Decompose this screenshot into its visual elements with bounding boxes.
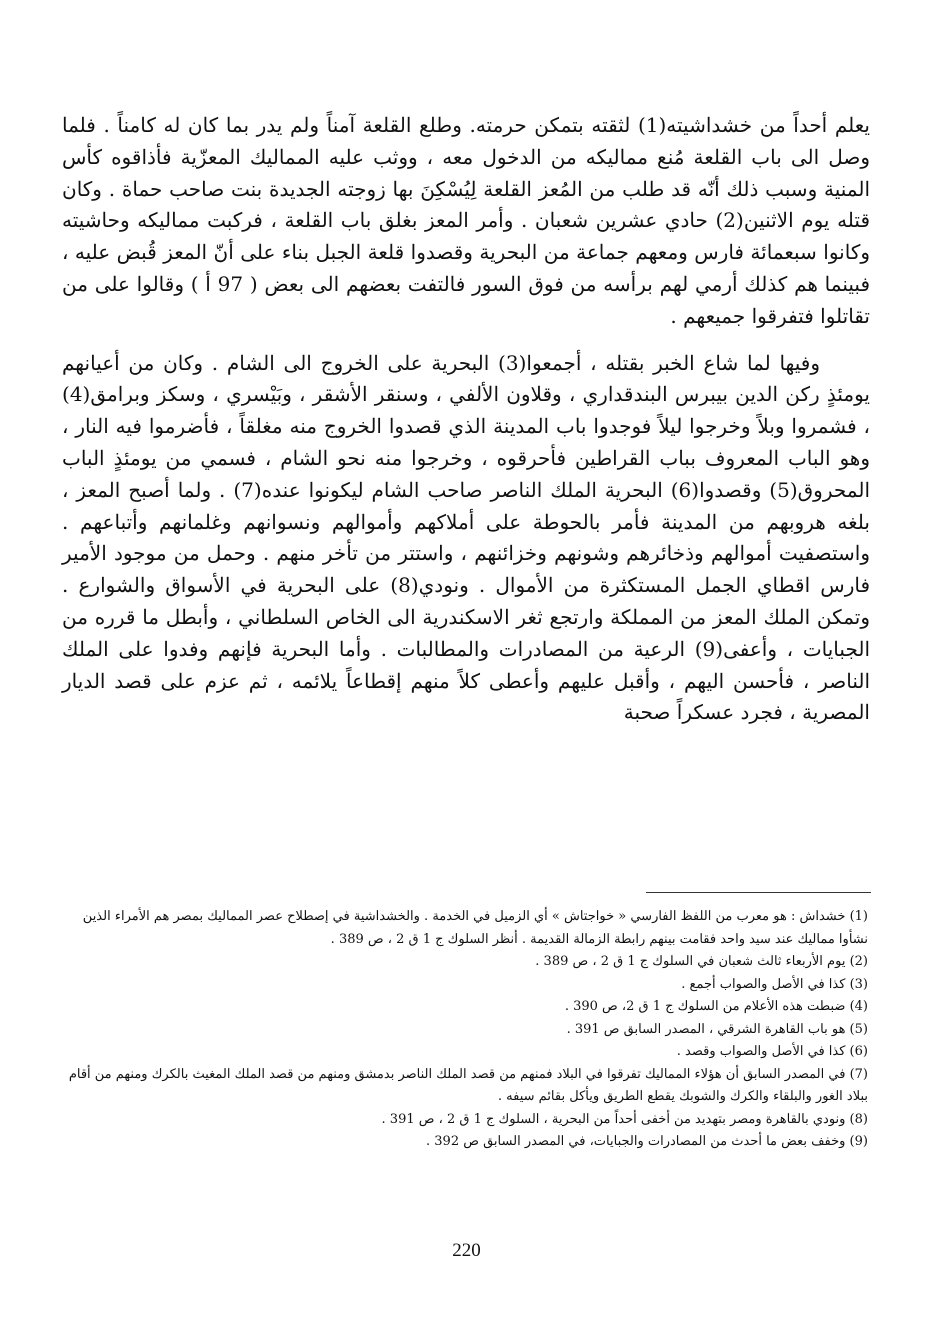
footnote-9: (9) وخفف بعض ما أحدث من المصادرات والجبايات، في المصدر السابق ص 392 . [426,1134,868,1149]
footnote-8: (8) ونودي بالقاهرة ومصر بتهديد من أخفى أحداً من البحرية ، السلوك ج 1 ق 2 ، ص 391 . [381,1111,868,1127]
footnote-7: (7) في المصدر السابق أن هؤلاء المماليك تفرقوا في البلاد فمنهم من قصد الملك الناصر بدمشق ومنهم من قصد الملك المغيث بالكرك ومنهم من أقام ببلاد الغور والبلقاء والكرك والشوبك يقطع الطريق ويأكل بقائم سيفه . [68,1066,868,1104]
footnote-6: (6) كذا في الأصل والصواب وقصد . [676,1044,868,1059]
footnote-5: (5) هو باب القاهرة الشرقي ، المصدر السابق ص 391 . [566,1021,868,1037]
page-number: 220 [452,1240,481,1261]
footnote-1: (1) خشداش : هو معرب من اللفظ الفارسي « خواجتاش » أي الزميل في الخدمة . والخشداشية في إصطلاح عصر المماليك بمصر هم الأمراء الذين نشأوا مماليك عند سيد واحد فقامت بينهم رابطة الزمالة القديمة . أنظر السلوك ج 1 ق 2 ، ص 389 . [82,909,868,947]
paragraph-2: وفيها لما شاع الخبر بقتله ، أجمعوا(3) البحرية على الخروج الى الشام . وكان من أعيانهم يومئذٍ ركن الدين بيبرس البندقداري ، وقلاون الألفي ، وسنقر الأشقر ، وبَيْسري ، وسكز وبرامق(4) ، فشمروا وبلاً وخرجوا ليلاً فوجدوا باب المدينة الذي قصدوا الخروج منه مغلقاً ، فأضرموا فيه النار ، وهو الباب المعروف بباب القراطين فأحرقوه ، وخرجوا منه نحو الشام ، فسمي من يومئذٍ الباب المحروق(5) وقصدوا(6) البحرية الملك الناصر صاحب الشام ليكونوا عنده(7) . ولما أصبح المعز ، بلغه هروبهم من المدينة فأمر بالحوطة على أملاكهم وأموالهم ونسوانهم وغلمانهم وأتباعهم . واستصفيت أموالهم وذخائرهم وشونهم وخزائنهم ، واستتر من تأخر منهم . وحمل من موجود الأمير فارس اقطاي الجمل المستكثرة من الأموال . ونودي(8) على البحرية في الأسواق والشوارع . وتمكن الملك المعز من المملكة وارتجع ثغر الاسكندرية الى الخاص السلطاني ، وأبطل ما قرره من الجبايات ، وأعفى(9) الرعية من المصادرات والمطالبات . وأما البحرية فإنهم وفدوا على الملك الناصر ، فأحسن اليهم ، وأقبل عليهم وأعطى كلاً منهم إقطاعاً يلائمه ، ثم عزم على قصد الديار المصرية ، فجرد عسكراً صحبة [62,350,871,725]
footnotes-section [66,906,868,1154]
paragraph-1: يعلم أحداً من خشداشيته(1) لثقته بتمكن حرمته. وطلع القلعة آمناً ولم يدر بما كان له كامناً . فلما وصل الى باب القلعة مُنع مماليكه من الدخول معه ، ووثب عليه المماليك المعزّية فأذاقوه كأس المنية وسبب ذلك أنّه قد طلب من المُعز القلعة لِيُسْكِنَ بها زوجته الجديدة بنت صاحب حماة . وكان قتله يوم الاثنين(2) حادي عشرين شعبان . وأمر المعز بغلق باب القلعة ، فركبت مماليكه وحاشيته وكانوا سبعمائة فارس ومعهم جماعة من البحرية وقصدوا قلعة الجبل بناء على أنّ المعز قُبض عليه ، فبينما هم كذلك أرمي لهم برأسه من فوق السور فالتفت بعضهم الى بعض ( 97 أ ) وقالوا على من تقاتلوا فتفرقوا جميعهم . [62,113,871,328]
footnote-4: (4) ضبطت هذه الأعلام من السلوك ج 1 ق 2، ص 390 . [564,999,868,1014]
main-text-body [62,110,870,729]
footnote-divider [646,892,871,893]
footnote-2: (2) يوم الأربعاء ثالث شعبان في السلوك ج 1 ق 2 ، ص 389 . [535,954,868,969]
footnote-3: (3) كذا في الأصل والصواب أجمع . [681,976,868,992]
